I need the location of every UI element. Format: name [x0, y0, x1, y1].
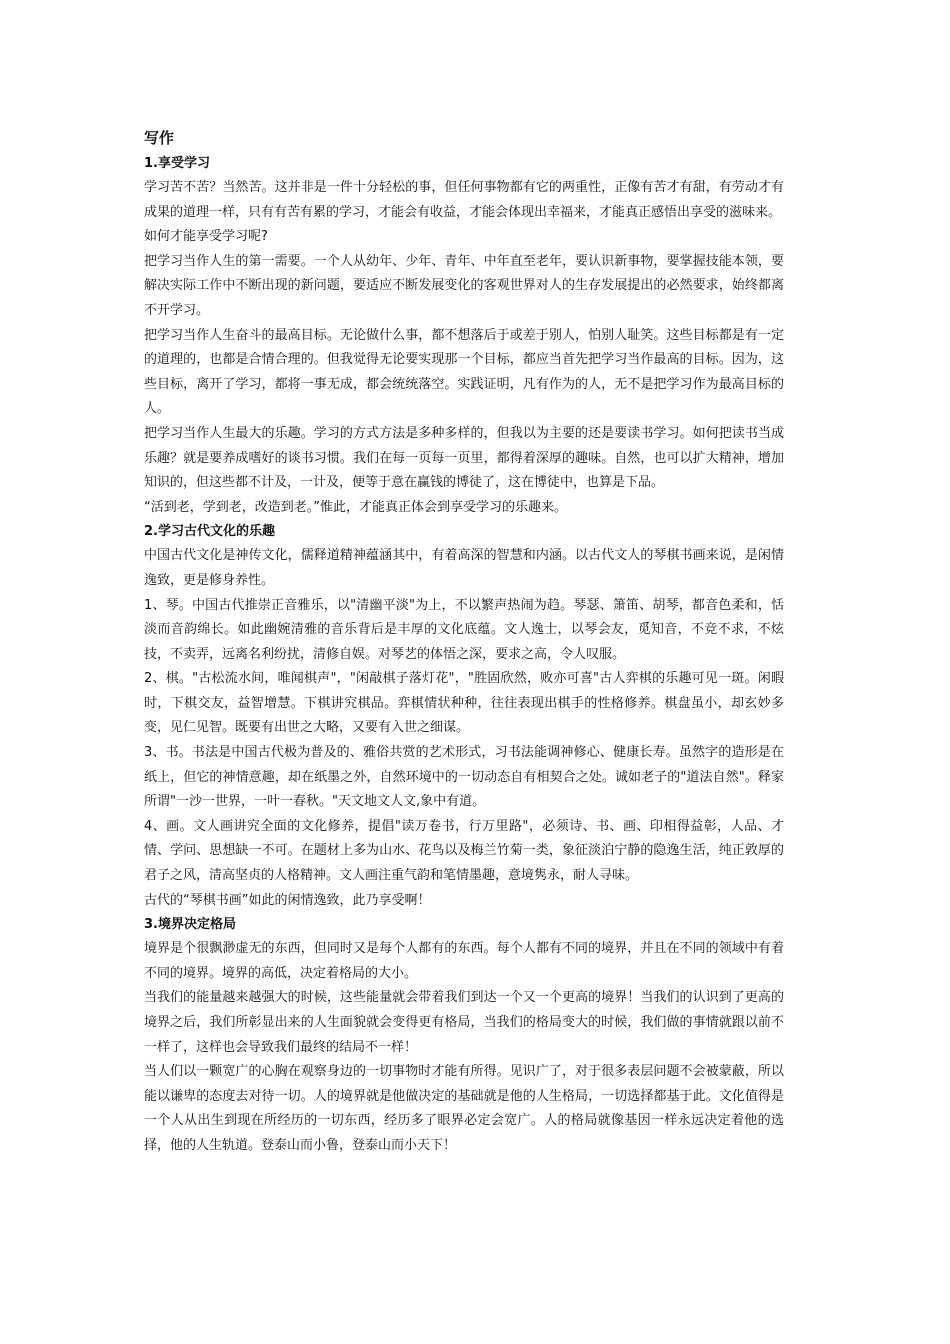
paragraph: 如何才能享受学习呢?: [144, 229, 268, 245]
document-title: 写作: [144, 129, 175, 147]
paragraph: 把学习当作人生的第一需要。一个人从幼年、少年、青年、中年直至老年，要认识新事物，要掌握技能本领，要解决实际工作中不断出现的新问题，要适应不断发展变化的客观世界对人的生存发展提出的必然要求，始终都离不开学习。: [144, 253, 784, 318]
paragraph: 当我们的能量越来越强大的时候，这些能量就会带着我们到达一个又一个更高的境界！当我们的认识到了更高的境界之后，我们所彰显出来的人生面貌就会变得更有格局，当我们的格局变大的时候，我们做的事情就跟以前不一样了，这样也会导致我们最终的结局不一样！: [144, 990, 784, 1055]
paragraph: 4、画。文人画讲究全面的文化修养，提倡"读万卷书，行万里路"，必须诗、书、画、印相得益彰，人品、才情、学问、思想缺一不可。在题材上多为山水、花鸟以及梅兰竹菊一类，象征淡泊宁静的隐逸生活，纯正敦厚的君子之风，清高坚贞的人格精神。文人画注重气韵和笔情墨趣，意境隽永，耐人寻味。: [144, 818, 784, 884]
paragraph: 把学习当作人生奋斗的最高目标。无论做什么事，都不想落后于或差于别人，怕别人耻笑。这些目标都是有一定的道理的，也都是合情合理的。但我觉得无论要实现那一个目标，都应当首先把学习当作最高的目标。因为，这些目标，离开了学习，都将一事无成，都会统统落空。实践证明，凡有作为的人，无不是把学习作为最高目标的人。: [144, 327, 784, 417]
paragraph: 当人们以一颗宽广的心胸在观察身边的一切事物时才能有所得。见识广了，对于很多表层问题不会被蒙蔽，所以能以谦卑的态度去对待一切。人的境界就是他做决定的基础就是他的人生格局，一切选择都基于此。文化值得是一个人从出生到现在所经历的一切东西，经历多了眼界必定会宽广。人的格局就像基因一样永远决定着他的选择，他的人生轨道。登泰山而小鲁，登泰山而小天下！: [144, 1064, 784, 1153]
paragraph: 2、棋。"古松流水间，唯闻棋声"，"闲敲棋子落灯花"，"胜固欣然，败亦可喜"古人弈棋的乐趣可见一斑。闲暇时，下棋交友，益智增慧。下棋讲究棋品。弈棋情状种种，往往表现出棋手的性格修养。棋盘虽小，却玄妙多变，见仁见智。既要有出世之大略，又要有入世之细谋。: [144, 671, 784, 736]
paragraph: 把学习当作人生最大的乐趣。学习的方式方法是多种多样的，但我以为主要的还是要读书学习。如何把读书当成乐趣？就是要养成嗜好的谈书习惯。我们在每一页每一页里，都得着深厚的趣味。自然，也可以扩大精神，增加知识的，但这些都不计及，一计及，便等于意在赢钱的博徒了，这在博徒中，也算是下品。: [144, 425, 784, 491]
paragraph: 中国古代文化是神传文化，儒释道精神蕴涵其中，有着高深的智慧和内涵。以古代文人的琴棋书画来说，是闲情逸致，更是修身养性。: [144, 548, 784, 588]
paragraph: 3、书。书法是中国古代极为普及的、雅俗共赏的艺术形式，习书法能调神修心、健康长寿。虽然字的造形是在纸上，但它的神情意趣，却在纸墨之外，自然环境中的一切动态自有相契合之处。诚如老子的"道法自然"。释家所谓"一沙一世界，一叶一春秋。"天文地文人文,象中有道。: [144, 745, 784, 810]
section-heading: 3.境界决定格局: [144, 917, 236, 933]
paragraph: 学习苦不苦？当然苦。这并非是一件十分轻松的事，但任何事物都有它的两重性，正像有苦才有甜，有劳动才有成果的道理一样，只有有苦有累的学习，才能会有收益，才能会体现出幸福来，才能真正感悟出享受的滋味来。: [144, 180, 784, 220]
paragraph: 1、琴。中国古代推崇正音雅乐，以"清幽平淡"为上，不以繁声热闹为趋。琴瑟、箫笛、胡琴，都音色柔和，恬淡而音韵绵长。如此幽婉清雅的音乐背后是丰厚的文化底蕴。文人逸士，以琴会友，觅知音，不竞不求，不炫技，不卖弄，远离名利纷扰，清修自娱。对琴艺的体悟之深，要求之高，令人叹服。: [144, 597, 784, 662]
section-heading: 2.学习古代文化的乐趣: [144, 524, 275, 540]
paragraph: 境界是个很飘渺虚无的东西，但同时又是每个人都有的东西。每个人都有不同的境界，并且在不同的领域中有着不同的境界。境界的高低，决定着格局的大小。: [144, 941, 784, 981]
paragraph: 古代的“琴棋书画”如此的闲情逸致，此乃享受啊！: [144, 892, 431, 908]
section-realm-pattern: [144, 913, 784, 1158]
section-ancient-culture: [144, 520, 784, 913]
document-page: [144, 126, 784, 1159]
section-heading: 1.享受学习: [144, 156, 210, 171]
paragraph: “活到老，学到老，改造到老。”惟此，才能真正体会到享受学习的乐趣来。: [144, 499, 567, 515]
section-enjoy-learning: [144, 152, 784, 520]
